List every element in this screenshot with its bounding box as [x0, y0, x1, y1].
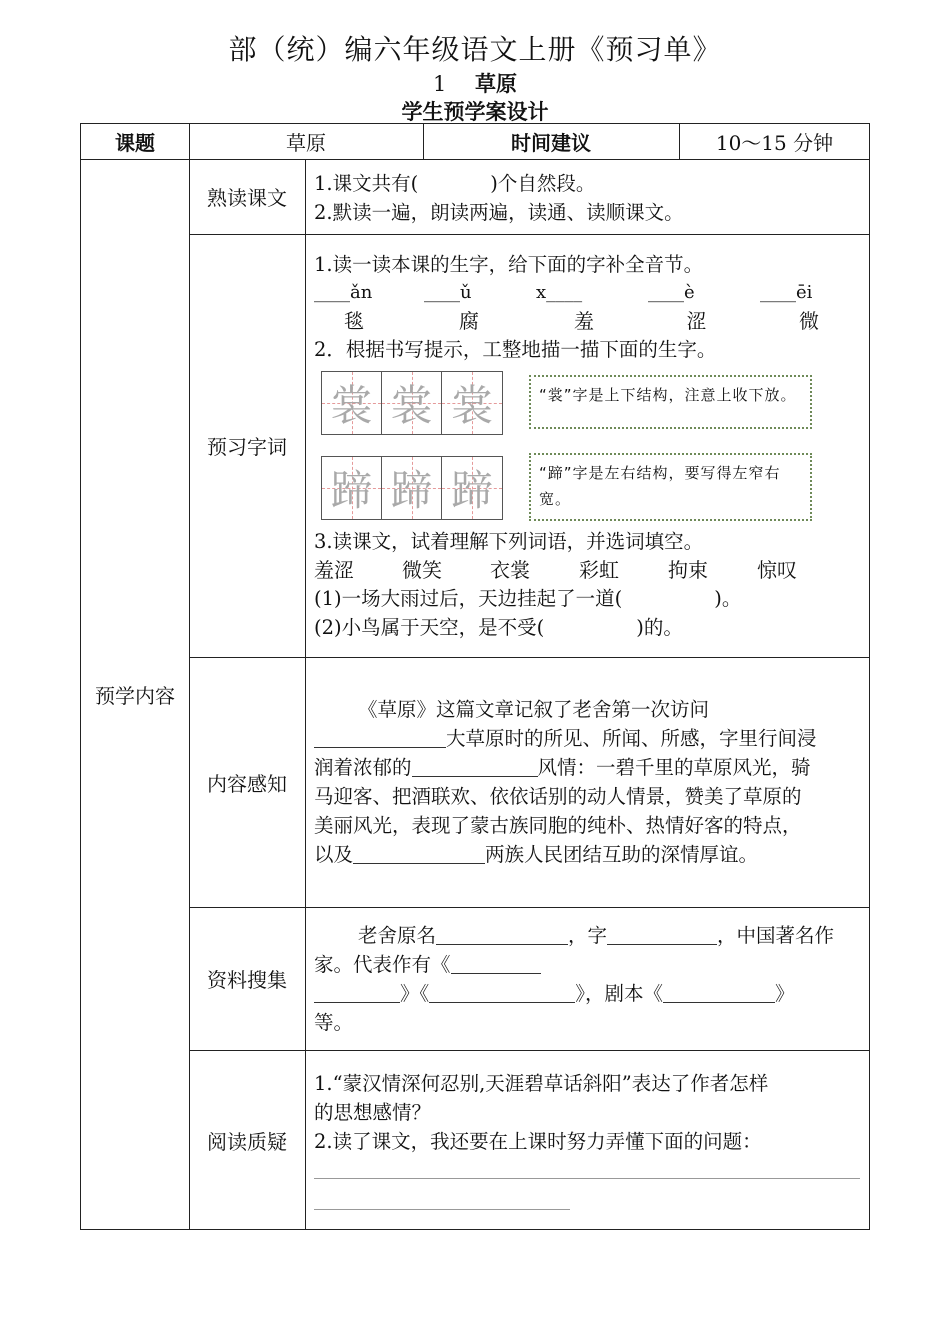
fill-blank [353, 841, 485, 864]
content-line5: 美丽风光，表现了蒙古族同胞的纯朴、热情好客的特点， [314, 814, 802, 837]
research-c3: 》 [775, 982, 795, 1005]
tracing-cell [382, 457, 442, 519]
word-bank [314, 556, 864, 584]
word-option: 惊叹 [757, 558, 797, 582]
fill-sentence-1a: (1)一场大雨过后，天边挂起了一道( [314, 587, 623, 610]
vocab-char: 涩 [686, 309, 707, 333]
word-option: 拘束 [668, 558, 708, 582]
research-a1: 老舍原名 [358, 924, 437, 947]
topic-label: 课题 [115, 131, 155, 155]
fill-blank [607, 922, 717, 945]
lesson-number: 1 [432, 72, 447, 96]
topic-value: 草原 [286, 131, 326, 155]
writing-tip-2: “蹄”字是左右结构，要写得左窄右宽。 [529, 453, 812, 521]
vocab-q2: 2．根据书写提示，工整地描一描下面的生字。 [314, 338, 717, 361]
fill-sentence-1b: )。 [714, 587, 742, 610]
content-line1: 《草原》这篇文章记叙了老舍第一次访问 [358, 698, 710, 721]
content-line2: 大草原时的所见、所闻、所感，字里行间浸 [446, 727, 817, 750]
content-line3b: 风情：一碧千里的草原风光，骑 [537, 756, 811, 779]
content-label: 内容感知 [207, 771, 287, 796]
col-divider [305, 159, 306, 1230]
research-label: 资料搜集 [207, 968, 287, 992]
reading-content [314, 169, 864, 227]
trace-char: 裳 [450, 381, 493, 430]
questions-label: 阅读质疑 [207, 1129, 287, 1154]
question-1b: 的思想感情？ [314, 1101, 432, 1124]
content-paragraph [314, 695, 864, 869]
reading-line2: 2.默读一遍，朗读两遍，读通、读顺课文。 [314, 201, 684, 224]
tracing-cell [322, 372, 382, 434]
vocab-q1-block [314, 250, 864, 364]
lesson-heading [0, 68, 950, 98]
trace-char: 裳 [390, 381, 433, 430]
fill-blank [429, 980, 575, 1003]
worksheet-table [80, 123, 870, 1230]
writing-tip-1: “裳”字是上下结构，注意上收下放。 [529, 375, 812, 429]
pinyin-item: ____è [648, 282, 695, 303]
research-d1: 等。 [314, 1011, 354, 1034]
trace-char: 蹄 [390, 466, 433, 515]
fill-blank [436, 922, 568, 945]
lesson-name: 草原 [475, 72, 518, 96]
pinyin-item: ____ǔ [424, 282, 472, 303]
content-line6a: 以及 [314, 843, 354, 866]
trace-char: 蹄 [330, 466, 373, 515]
research-paragraph [314, 921, 864, 1037]
trace-char: 蹄 [450, 466, 493, 515]
pinyin-item: ____ēi [760, 282, 813, 303]
tracing-cell [382, 372, 442, 434]
research-c2: 》，剧本《 [575, 982, 664, 1005]
vocab-char: 羞 [574, 309, 594, 333]
vocab-char: 毯 [344, 309, 364, 333]
page-title: 部（统）编六年级语文上册《预习单》 [228, 33, 722, 66]
vocab-char: 腐 [459, 309, 479, 333]
answer-line [314, 1178, 860, 1179]
fill-blank [663, 980, 775, 1003]
section-label: 预学内容 [95, 684, 175, 708]
time-value: 10～15 分钟 [715, 131, 834, 155]
vocab-q3-block [314, 527, 864, 642]
word-option: 彩虹 [579, 558, 619, 582]
research-b1: 家。代表作有《 [314, 953, 451, 976]
tracing-cell [442, 457, 502, 519]
word-option: 羞涩 [314, 558, 354, 582]
tracing-grid-2 [321, 456, 503, 520]
tracing-grid-1 [321, 371, 503, 435]
research-a3: ，中国著名作 [717, 924, 835, 947]
question-2: 2.读了课文，我还要在上课时努力弄懂下面的问题： [314, 1130, 762, 1153]
page-subtitle: 学生预学案设计 [401, 100, 549, 124]
reading-label: 熟读课文 [207, 186, 287, 210]
fill-blank [314, 980, 400, 1003]
research-a2: ，字 [568, 924, 608, 947]
fill-blank [451, 951, 541, 974]
fill-sentence-2a: (2)小鸟属于天空，是不受( [314, 616, 545, 639]
trace-char: 裳 [330, 381, 373, 430]
pinyin-row [314, 279, 864, 307]
tracing-cell [322, 457, 382, 519]
fill-sentence-2b: )的。 [636, 616, 683, 639]
vocab-label: 预习字词 [207, 435, 287, 459]
reading-line1b: )个自然段。 [490, 172, 596, 195]
answer-line [314, 1209, 570, 1210]
word-option: 微笑 [402, 558, 442, 582]
fill-blank [314, 725, 446, 748]
content-line4: 马迎客、把酒联欢、依依话别的动人情景，赞美了草原的 [314, 785, 802, 808]
tracing-cell [442, 372, 502, 434]
content-line3a: 润着浓郁的 [314, 756, 412, 779]
vocab-q1: 1.读一读本课的生字，给下面的字补全音节。 [314, 253, 704, 276]
char-row [314, 307, 864, 335]
reading-line1a: 1.课文共有( [314, 172, 419, 195]
research-c1: 》《 [400, 982, 430, 1005]
vocab-char: 微 [799, 309, 819, 333]
fill-blank [412, 754, 538, 777]
pinyin-item: ____ǎn [314, 282, 373, 303]
question-1a: 1.“蒙汉情深何忍别,天涯碧草话斜阳”表达了作者怎样 [314, 1072, 769, 1095]
word-option: 衣裳 [490, 558, 530, 582]
time-label: 时间建议 [511, 131, 591, 155]
questions-block [314, 1069, 864, 1156]
pinyin-item: x____ [536, 282, 583, 303]
content-line6b: 两族人民团结互助的深情厚谊。 [485, 843, 759, 866]
vocab-q3: 3.读课文，试着理解下列词语，并选词填空。 [314, 530, 704, 553]
